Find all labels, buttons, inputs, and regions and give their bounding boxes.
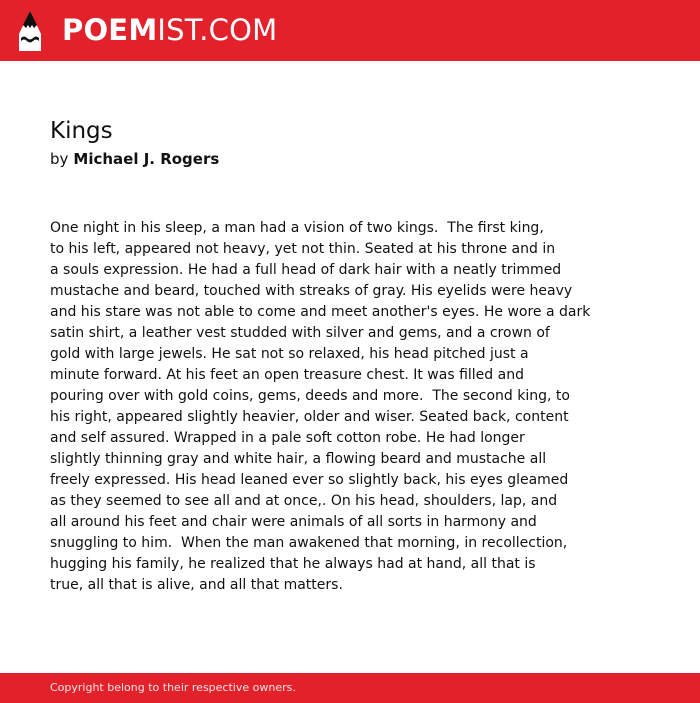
poem-line: freely expressed. His head leaned ever so slightly back, his eyes gleamed: [50, 472, 569, 488]
poem-line: slightly thinning gray and white hair, a flowing beard and mustache all: [50, 451, 547, 467]
poem-line: snuggling to him. When the man awakened that morning, in recollection,: [50, 535, 568, 551]
poem-line: his right, appeared slightly heavier, older and wiser. Seated back, content: [50, 409, 569, 425]
poem-title: Kings: [50, 118, 113, 144]
site-footer: [0, 673, 700, 703]
poem-line: pouring over with gold coins, gems, deeds and more. The second king, to: [50, 388, 570, 404]
poem-line: true, all that is alive, and all that matters.: [50, 577, 343, 593]
poem-line: as they seemed to see all and at once,. On his head, shoulders, lap, and: [50, 493, 558, 509]
poem-line: hugging his family, he realized that he always had at hand, all that is: [50, 556, 536, 572]
byline: [50, 149, 219, 169]
poem-line: mustache and beard, touched with streaks of gray. His eyelids were heavy: [50, 283, 573, 299]
poem-body: [50, 218, 610, 596]
pencil-tip-icon[interactable]: [17, 10, 43, 52]
poem-line: and his stare was not able to come and meet another's eyes. He wore a dark: [50, 304, 591, 320]
logo-text-bold: POEM: [62, 13, 158, 47]
site-logo[interactable]: [62, 12, 277, 48]
poem-line: and self assured. Wrapped in a pale soft cotton robe. He had longer: [50, 430, 525, 446]
site-header: [0, 0, 700, 61]
logo-text-light: IST.COM: [157, 13, 278, 47]
author-name: Michael J. Rogers: [73, 150, 220, 168]
copyright-notice: Copyright belong to their respective owners.: [50, 681, 296, 694]
poem-line: gold with large jewels. He sat not so relaxed, his head pitched just a: [50, 346, 529, 362]
poem-line: a souls expression. He had a full head of dark hair with a neatly trimmed: [50, 262, 562, 278]
poem-line: satin shirt, a leather vest studded with silver and gems, and a crown of: [50, 325, 550, 341]
poem-line: to his left, appeared not heavy, yet not thin. Seated at his throne and in: [50, 241, 556, 257]
by-label: by: [50, 150, 69, 168]
poem-line: One night in his sleep, a man had a vision of two kings. The first king,: [50, 220, 544, 236]
poem-line: minute forward. At his feet an open treasure chest. It was filled and: [50, 367, 524, 383]
poem-line: all around his feet and chair were animals of all sorts in harmony and: [50, 514, 537, 530]
